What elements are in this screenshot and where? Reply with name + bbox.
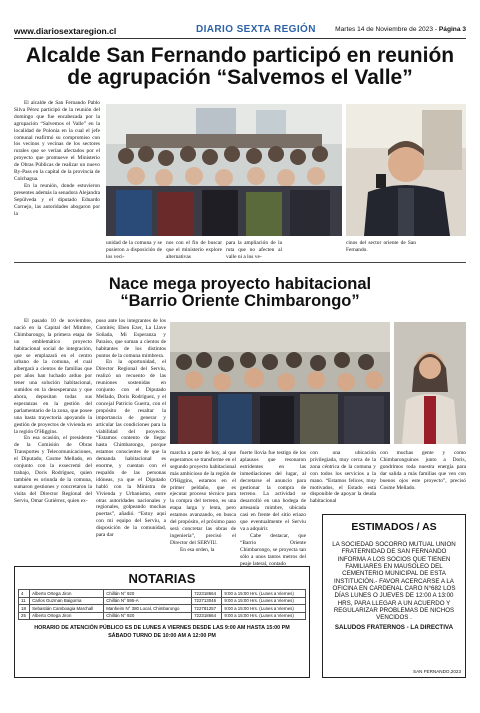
notaria-name: Sebastián Camboagia Marchall — [30, 605, 104, 613]
article1-paragraph: El alcalde de San Fernando Pablo Silva Pérez participó de la reunión del domingo que fue encabezada por la agrupación “Salvemos el Valle” en la localidad de Polonia en la cual el jefe comunal reafirmó su compromiso con los vecinos y vecinas de los sectores rurales que se verían afectados por el proyecto que promueve el Ministerio de Obras Públicas de realizar un nuevo By-Pass en la capital de la provincia de Colchagua. — [14, 100, 100, 182]
newspaper-brand: DIARIO SEXTA REGIÓN — [196, 24, 316, 35]
article2-headline-line2: “Barrio Oriente Chimbarongo” — [120, 292, 360, 311]
notaria-name: Carlos Guzman Baigorria — [30, 597, 104, 605]
article2-column-3 — [170, 450, 236, 560]
notaria-number: 4 — [19, 590, 30, 598]
housing-meeting-image — [170, 322, 390, 444]
speaker-photo — [346, 104, 466, 236]
notaria-address: Chillán N° 595-A — [104, 597, 192, 605]
article2-paragraph: Cabe destacar, que “Barrio Oriente Chimbarongo, se proyecta tan sólo a unos tantos metros del peaje lateral, contado — [240, 532, 306, 567]
notaria-hours: 9:00 a 15:00 Hrs. (Lunes a Viernes) — [222, 590, 306, 598]
article1-headline-line2: de agrupación “Salvemos el Valle” — [67, 66, 413, 90]
issue-date — [335, 26, 466, 33]
notarias-box — [14, 566, 310, 678]
notaria-hours: 9:00 a 15:00 Hrs. (Lunes a Viernes) — [222, 612, 306, 620]
notaria-name: Alberto Ortega Jiron — [30, 590, 104, 598]
meeting-photo — [106, 104, 342, 236]
notarias-hours-line: HORARIO DE ATENCIÓN PÚBLICO ES DE LUNES A VIERNES DESDE LAS 9:00 AM HASTA 15:00 PM — [34, 625, 290, 631]
article2-column-4 — [240, 450, 306, 567]
article1-strip-col4: cinos del sector oriente de San Fernando. — [346, 240, 416, 253]
notaria-phone: 722318664 — [192, 612, 222, 620]
estimados-body: LA SOCIEDAD SOCORRO MUTUAL UNION FRATERNIDAD DE SAN FERNANDO INFORMA A LOS SOCIOS QUE TIENEN FAMILIARES EN MAUSOLEO DEL CEMENTERIO MUNICIPAL DE ESTA INSTITUCIÓN.- FAVOR ACERCARSE A LA OFICINA EN CARDENAL CARO N°682 LOS DÍAS LUNES O JUEVES DE 12:00 A 13:00 HRS, PARA LLEGAR A UN ACUERDO Y REGULARIZAR PROBLEMAS DE NICHOS VENCIDOS . — [332, 541, 456, 622]
article2-paragraph: fuerte llovía fue testigo de los aplausos que resonaron estridentes en las inmediaciones del lugar, al decretarse el anuncio para gestionar la compra de terreno. La actividad se desarrolló en una bodega de artesanía mimbre, ubicada casi en frente del sitio eriazo que eventualmente el Serviu va a adquirir. — [240, 450, 306, 532]
notaria-address: Manheim N° 380 Local, Chimbarongo — [104, 605, 192, 613]
article1-column-intro — [14, 100, 100, 246]
notaria-name: Alberto Ortega Jiron — [30, 612, 104, 620]
article2-headline-line1: Nace mega proyecto habitacional — [108, 275, 372, 293]
notaria-address: Chillán N° 920 — [104, 590, 192, 598]
notaria-phone: 722318664 — [192, 590, 222, 598]
article2-column-1 — [14, 318, 92, 560]
article2-paragraph: puso ante los integrantes de los Comités; Eben Ezer, La Llave Soñada, Mi Esperanza y Paraíso, que suman a cientos de habitantes de los distintos puntos de la comuna mimbrera. — [96, 318, 166, 359]
article2-paragraph: En esa orden, la — [180, 546, 215, 553]
estimados-notice-box — [322, 514, 466, 678]
article2-paragraph: marcha a parte de hoy, al que esperamos se transforme en el segundo proyecto habitacional más ambicioso de la región de O'Higgins, estamos en el primer peldaño, que es ejecutar proceso técnico para la compra del terreno, es una etapa larga y lenta, pero estamos avanzando, en busca del propósito, el próximo paso será concretar las obras de ingeniería”, precisó el Director del SERVIU. — [170, 450, 236, 546]
notarias-table — [18, 589, 306, 620]
article1-headline-line1: Alcalde San Fernando participó en reunión — [25, 44, 455, 67]
masthead — [14, 26, 466, 40]
header-rule — [14, 38, 466, 39]
article1-strip-col1: unidad de la comuna y se pusieron a disposición de los veci- — [106, 240, 162, 260]
article1-headline — [14, 45, 466, 89]
estimados-signature: SALUDOS FRATERNOS - LA DIRECTIVA — [334, 624, 454, 632]
article2-column-6 — [380, 450, 466, 510]
meeting-photo-image — [106, 104, 342, 236]
notaria-row — [19, 590, 306, 598]
notarias-schedule — [18, 624, 306, 640]
article2-paragraph: El pasado 10 de noviembre, nació en la Capital del Mimbre, Chimbarongo, la primera etapa de un emblemático proyecto habitacional social de integración, que se emplazará en el centro urbano de la comuna, el cual albergará a cientos de familias que por años han luchado arduo por tener una solución habitacional, sumidos en la desesperanza y que ahora, depositan todas sus esperanzas en la gestión del parlamentario de la zona, que posee una basta trayectoria apoyando la gestión de proyectos de vivienda en la región O'Higgins. — [14, 318, 92, 435]
notaria-number: 18 — [19, 605, 30, 613]
notaria-row — [19, 605, 306, 613]
speaker-photo-image — [346, 104, 466, 236]
speaker-woman-image — [394, 322, 466, 444]
article2-paragraph: con muchas gente y como Chimbaronguinos junto a Doris, gondrimos toda nuestra energía para dar salida a más familias que ven con buenos ojos este proyecto”, precisó Cosme Mellado. — [380, 450, 466, 491]
article1-paragraph: En la reunión, donde estuvieron presentes además la senadora Alejandra Sepúlveda y el diputado Eduardo Cornejo, las autoridades abogaron por la — [14, 182, 100, 217]
notarias-title: NOTARIAS — [128, 571, 196, 586]
site-url[interactable]: www.diariosextaregion.cl — [14, 26, 117, 36]
page-number: Página 3 — [438, 26, 466, 33]
estimados-title: ESTIMADOS / AS — [351, 521, 437, 533]
housing-meeting-photo — [170, 322, 390, 444]
estimados-footer: SAN FERNANDO,2023 — [413, 669, 461, 674]
notaria-hours: 9:00 a 15:00 Hrs. (Lunes a Viernes) — [222, 597, 306, 605]
notaria-phone: 722781257 — [192, 605, 222, 613]
article-divider — [14, 262, 466, 263]
article2-paragraph: En la oportunidad, el Director Regional del Serviu, realizó un recuento de las reuniones sostenidas en conjunto con el Diputado Mellado, Doris Rodríguez, y el concejal Patricio Guerra, con el propósito de resaltar la importancia de generar y articular las condiciones para la viabilidad del proyecto. “Estamos contento de llegar hasta Chimbarongo, porque estamos conscientes de que la demanda habitacional es enorme, y cuentan con el respaldo de las personas idóneas, ya que el Diputado habló con la Ministra de Vivienda y Urbanismo, entre otras autoridades nacionales y regionales, golpeando muchas puertas”, añadió. “Estoy aquí con mi equipo del Serviu, a disposición de la comunidad, para dar — [96, 359, 166, 539]
article1-strip-col2: nos con el fin de buscar que el ministerio explore alternativas — [166, 240, 222, 260]
article1-strip-col3: para la ampliación de la ruta que no afecten al valle ni a los ve- — [226, 240, 282, 260]
notaria-number: 25 — [19, 612, 30, 620]
notaria-row — [19, 612, 306, 620]
article2-headline — [14, 276, 466, 311]
notaria-hours: 9:00 a 15:00 Hrs. (Lunes a Viernes) — [222, 605, 306, 613]
article2-paragraph: En esa ocasión, el presidente de la Comisión de Obras Transportes y Telecomunicaciones, el Diputado, Cosme Mellado, en conjunto con la exsecremi del trabajo, Doris Rodríguez, quien también es oriunda de la comuna, sumaron gestiones y concretaron la visita del Director Regional del Serviu, Omar Gutiérrez, quien ex- — [14, 435, 92, 504]
speaker-woman-photo — [394, 322, 466, 444]
notaria-row — [19, 597, 306, 605]
notaria-address: Chillán N° 920 — [104, 612, 192, 620]
article2-column-2 — [96, 318, 166, 560]
notarias-saturday-line: SÁBADO TURNO DE 10:00 AM A 12:00 PM — [108, 633, 216, 640]
article2-paragraph: con una ubicación privilegiada, muy cerca de la zona céntrica de la comuna y con todos los servicios a la mano. “Estamos felices, muy motivados, el Estado está disponible de apoyar la deuda habitacional — [310, 450, 376, 505]
notaria-phone: 722713046 — [192, 597, 222, 605]
date-text: Martes 14 de Noviembre de 2023 - — [335, 26, 438, 33]
notaria-number: 11 — [19, 597, 30, 605]
article2-column-5 — [310, 450, 376, 510]
